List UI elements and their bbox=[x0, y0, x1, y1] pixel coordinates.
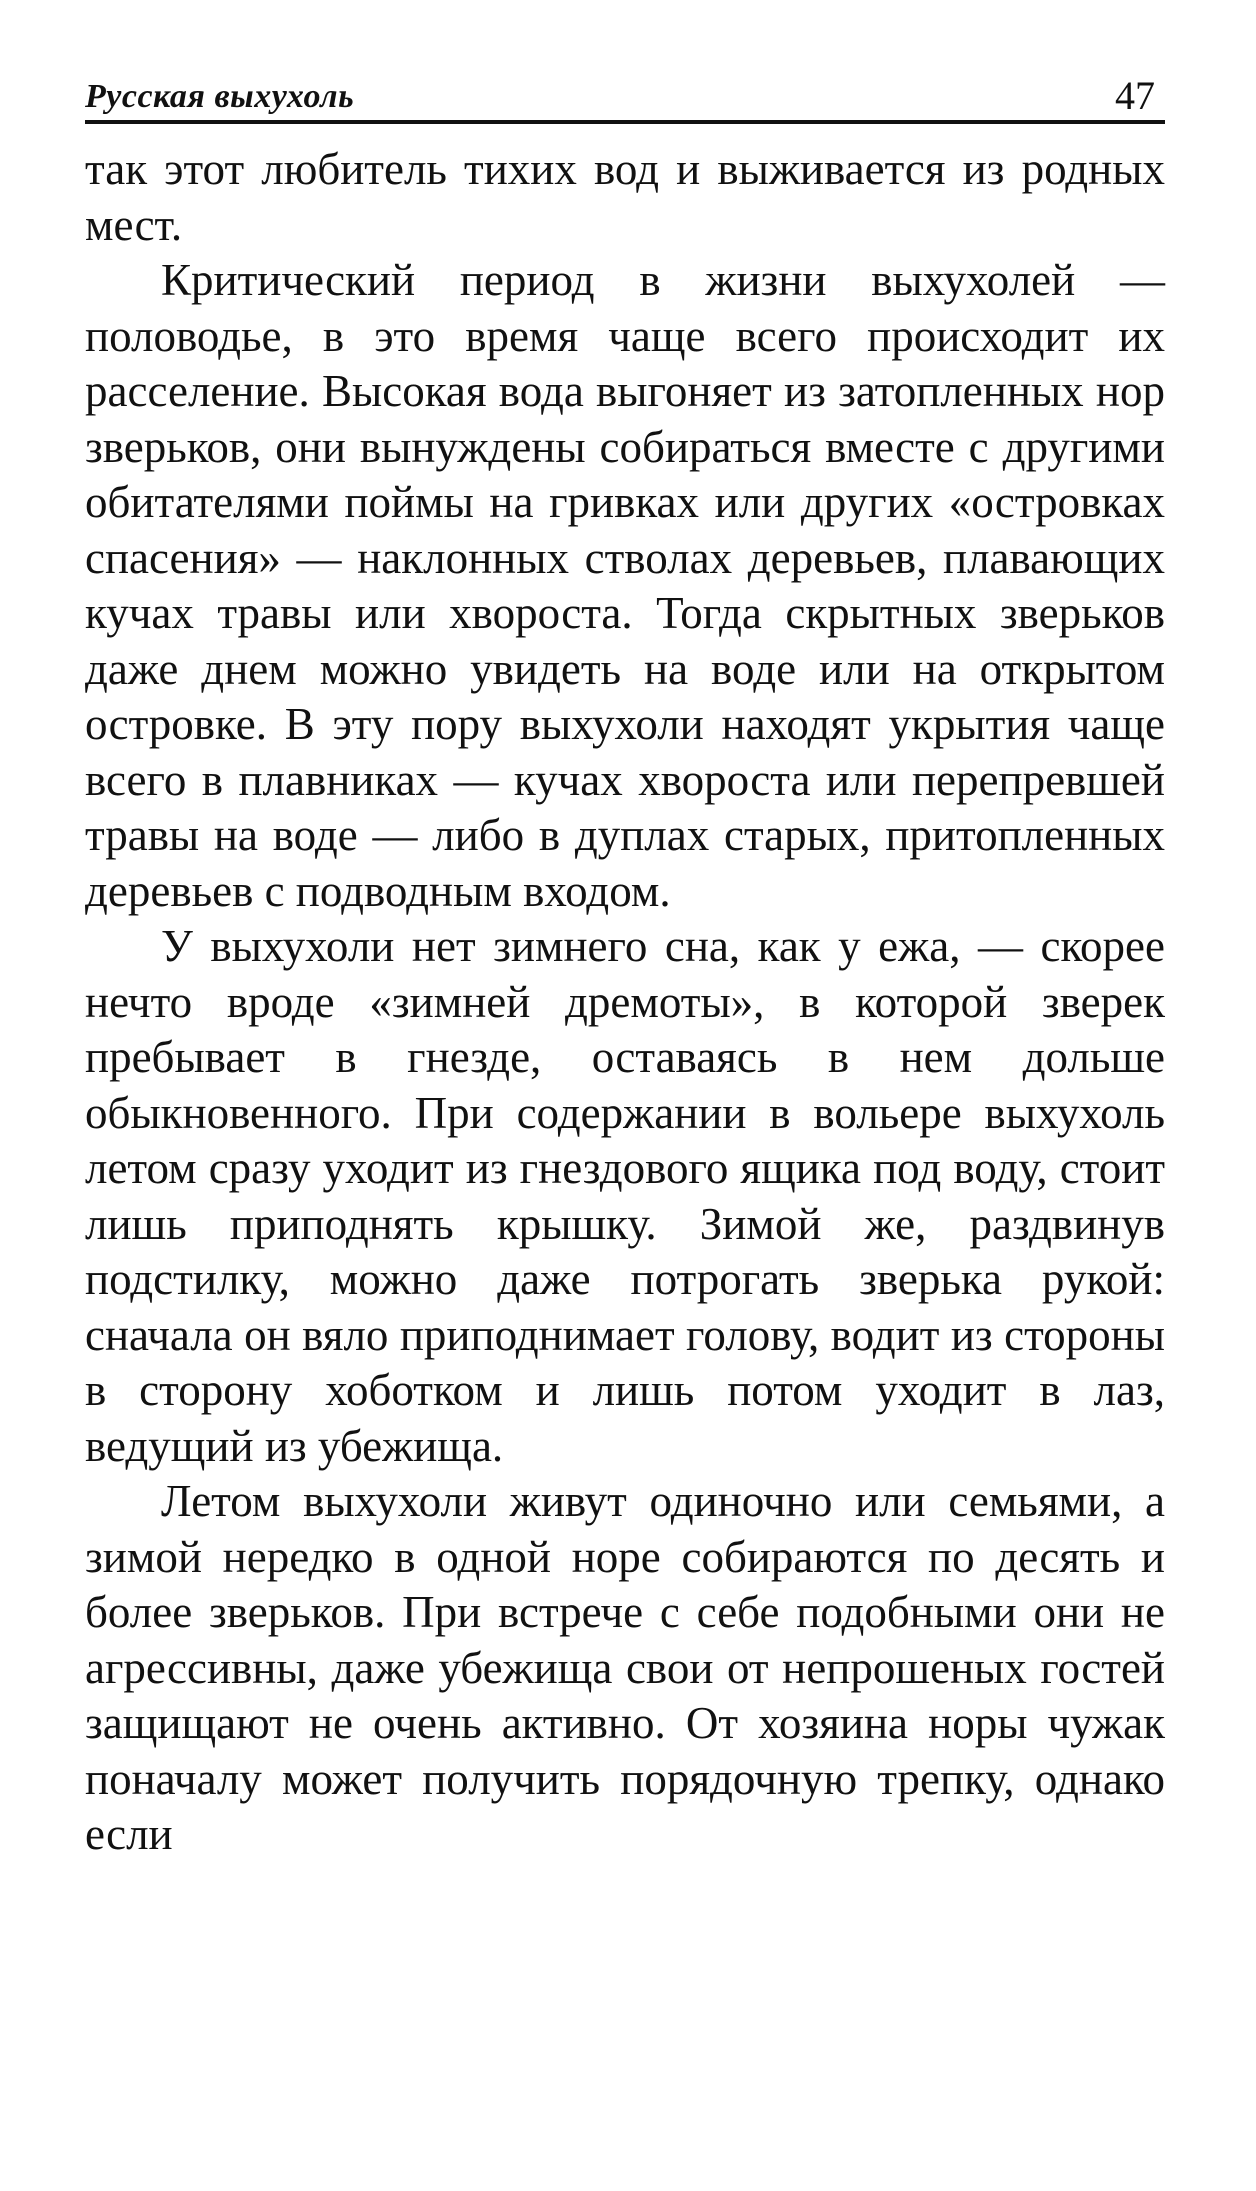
paragraph-winter-dormancy: У выхухоли нет зимнего сна, как у ежа, — скорее нечто вроде «зимней дремоты», в которой зверек пребывает в гнезде, оставаясь в нем дольше обыкновенного. При содержании в вольере выхухоль летом сразу уходит из гнездового ящика под воду, стоит лишь приподнять крышку. Зимой же, раздвинув подстилку, можно даже потрогать зверька рукой: сначала он вяло приподнимает голову, водит из стороны в сторону хоботком и лишь потом уходит в лаз, ведущий из убежища. bbox=[85, 921, 1165, 1471]
book-page bbox=[85, 70, 1165, 1863]
paragraph-flood-period: Критический период в жизни выхухолей — половодье, в это время чаще всего происходит их расселение. Высокая вода выгоняет из затопленных нор зверьков, они вынуждены собираться вместе с другими обитателями поймы на гривках или других «островках спасения» — наклонных стволах деревьев, плавающих кучах травы или хвороста. Тогда скрытных зверьков даже днем можно увидеть на воде или на открытом островке. В эту пору выхухоли находят укрытия чаще всего в плавниках — кучах хвороста или перепревшей травы на воде — либо в дуплах старых, притопленных деревьев с подводным входом. bbox=[85, 255, 1165, 916]
paragraph-continuation: так этот любитель тихих вод и выживается из родных мест. bbox=[85, 144, 1165, 250]
running-title: Русская выхухоль bbox=[85, 78, 355, 115]
paragraph-social-behavior: Летом выхухоли живут одиночно или семьями, а зимой нередко в одной норе собираются по десять и более зверьков. При встрече с себе подобными они не агрессивны, даже убежища свои от непрошеных гостей защищают не очень активно. От хозяина норы чужак поначалу может получить порядочную трепку, однако если bbox=[85, 1476, 1165, 1859]
body-text bbox=[85, 142, 1165, 1863]
running-header bbox=[85, 70, 1165, 124]
page-number: 47 bbox=[1115, 73, 1155, 118]
